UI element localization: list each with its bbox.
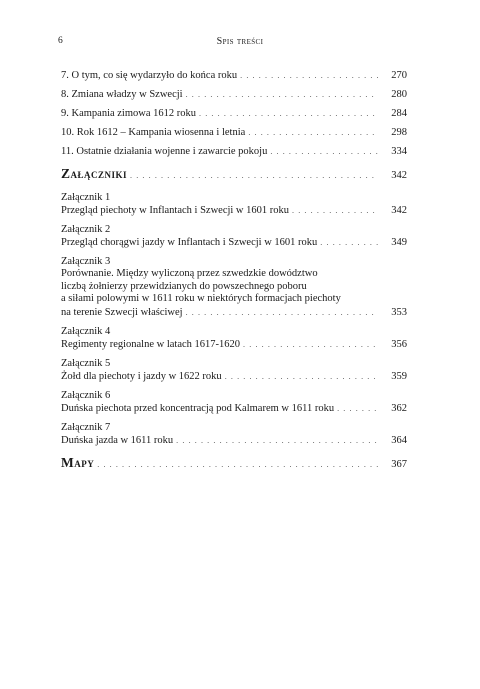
- appendix-page: 342: [391, 205, 407, 216]
- toc-entry-page: 284: [391, 108, 407, 119]
- appendix-title: Duńska piechota przed koncentracją pod Kalmarem w 1611 roku: [61, 402, 335, 414]
- appendix-title: Regimenty regionalne w latach 1617-1620: [61, 338, 241, 350]
- toc-entry-page: 334: [391, 146, 407, 157]
- page-header: [58, 36, 422, 50]
- page-number: 6: [58, 36, 63, 46]
- dot-leader: [186, 306, 378, 319]
- dot-leader: [270, 145, 378, 158]
- section-page: 342: [391, 170, 407, 181]
- appendix-title: Żołd dla piechoty i jazdy w 1622 roku: [61, 370, 222, 382]
- toc-section-maps[interactable]: [61, 456, 407, 471]
- toc-entry-title: 8. Zmiana władzy w Szwecji: [61, 89, 183, 100]
- toc-entry-chapter-11[interactable]: [61, 145, 407, 158]
- appendix-page: 359: [391, 370, 407, 382]
- appendix-page: 356: [391, 338, 407, 350]
- running-head: Spis treści: [216, 36, 264, 47]
- appendix-label: Załącznik 2: [61, 224, 111, 235]
- dot-leader: [225, 370, 378, 383]
- appendix-label: Załącznik 6: [61, 389, 111, 401]
- table-of-contents: [61, 69, 407, 480]
- appendix-page: 353: [391, 306, 407, 318]
- appendix-page: 364: [391, 434, 407, 446]
- toc-entry-title: 9. Kampania zimowa 1612 roku: [61, 108, 197, 119]
- appendix-title: Przegląd piechoty w Inflantach i Szwecji w 1601 roku: [61, 205, 290, 216]
- dot-leader: [248, 126, 378, 139]
- toc-entry-title: 10. Rok 1612 – Kampania wiosenna i letnia: [61, 127, 246, 138]
- toc-entry-chapter-7[interactable]: [61, 69, 407, 82]
- toc-entry-chapter-8[interactable]: [61, 88, 407, 101]
- toc-entry-title: 7. O tym, co się wydarzyło do końca roku: [61, 70, 238, 81]
- dot-leader: [240, 69, 378, 82]
- appendix-title: Duńska jazda w 1611 roku: [61, 434, 174, 446]
- appendix-title-line: Porównanie. Między wyliczoną przez szwedzkie dowództwo: [61, 268, 318, 279]
- dot-leader: [176, 434, 378, 447]
- toc-entry-appendix-1[interactable]: [61, 191, 407, 217]
- appendix-label: Załącznik 7: [61, 421, 111, 433]
- toc-entry-page: 270: [391, 70, 407, 81]
- toc-entry-page: 298: [391, 127, 407, 138]
- section-heading: Załączniki: [61, 166, 128, 181]
- appendix-label: Załącznik 5: [61, 357, 111, 369]
- section-heading: Mapy: [61, 454, 95, 470]
- dot-leader: [292, 204, 378, 217]
- appendix-title-line: liczbą żołnierzy przewidzianych do powszechnego poboru: [61, 280, 307, 292]
- appendix-label: Załącznik 3: [61, 256, 111, 267]
- toc-entry-appendix-4[interactable]: [61, 325, 407, 351]
- section-page: 367: [391, 458, 407, 470]
- appendix-label: Załącznik 4: [61, 325, 111, 337]
- toc-entry-appendix-6[interactable]: [61, 389, 407, 415]
- appendix-title-line: a siłami polowymi w 1611 roku w niektórych formacjach piechoty: [61, 293, 341, 304]
- appendix-label: Załącznik 1: [61, 192, 111, 203]
- appendix-title: Przegląd chorągwi jazdy w Inflantach i Szwecji w 1601 roku: [61, 237, 318, 248]
- toc-section-appendices[interactable]: [61, 167, 407, 182]
- toc-entry-chapter-9[interactable]: [61, 107, 407, 120]
- toc-entry-page: 280: [391, 89, 407, 100]
- appendix-page: 362: [391, 402, 407, 414]
- dot-leader: [337, 402, 378, 415]
- dot-leader: [320, 236, 378, 249]
- appendix-title-line: na terenie Szwecji właściwej: [61, 306, 183, 318]
- dot-leader: [97, 458, 378, 471]
- toc-entry-title: 11. Ostatnie działania wojenne i zawarcie pokoju: [61, 146, 268, 157]
- toc-entry-chapter-10[interactable]: [61, 126, 407, 139]
- dot-leader: [186, 88, 378, 101]
- dot-leader: [243, 338, 378, 351]
- dot-leader: [130, 169, 378, 182]
- toc-entry-appendix-7[interactable]: [61, 421, 407, 447]
- appendix-page: 349: [391, 237, 407, 248]
- toc-entry-appendix-3[interactable]: [61, 255, 407, 319]
- dot-leader: [199, 107, 378, 120]
- toc-entry-appendix-2[interactable]: [61, 223, 407, 249]
- toc-entry-appendix-5[interactable]: [61, 357, 407, 383]
